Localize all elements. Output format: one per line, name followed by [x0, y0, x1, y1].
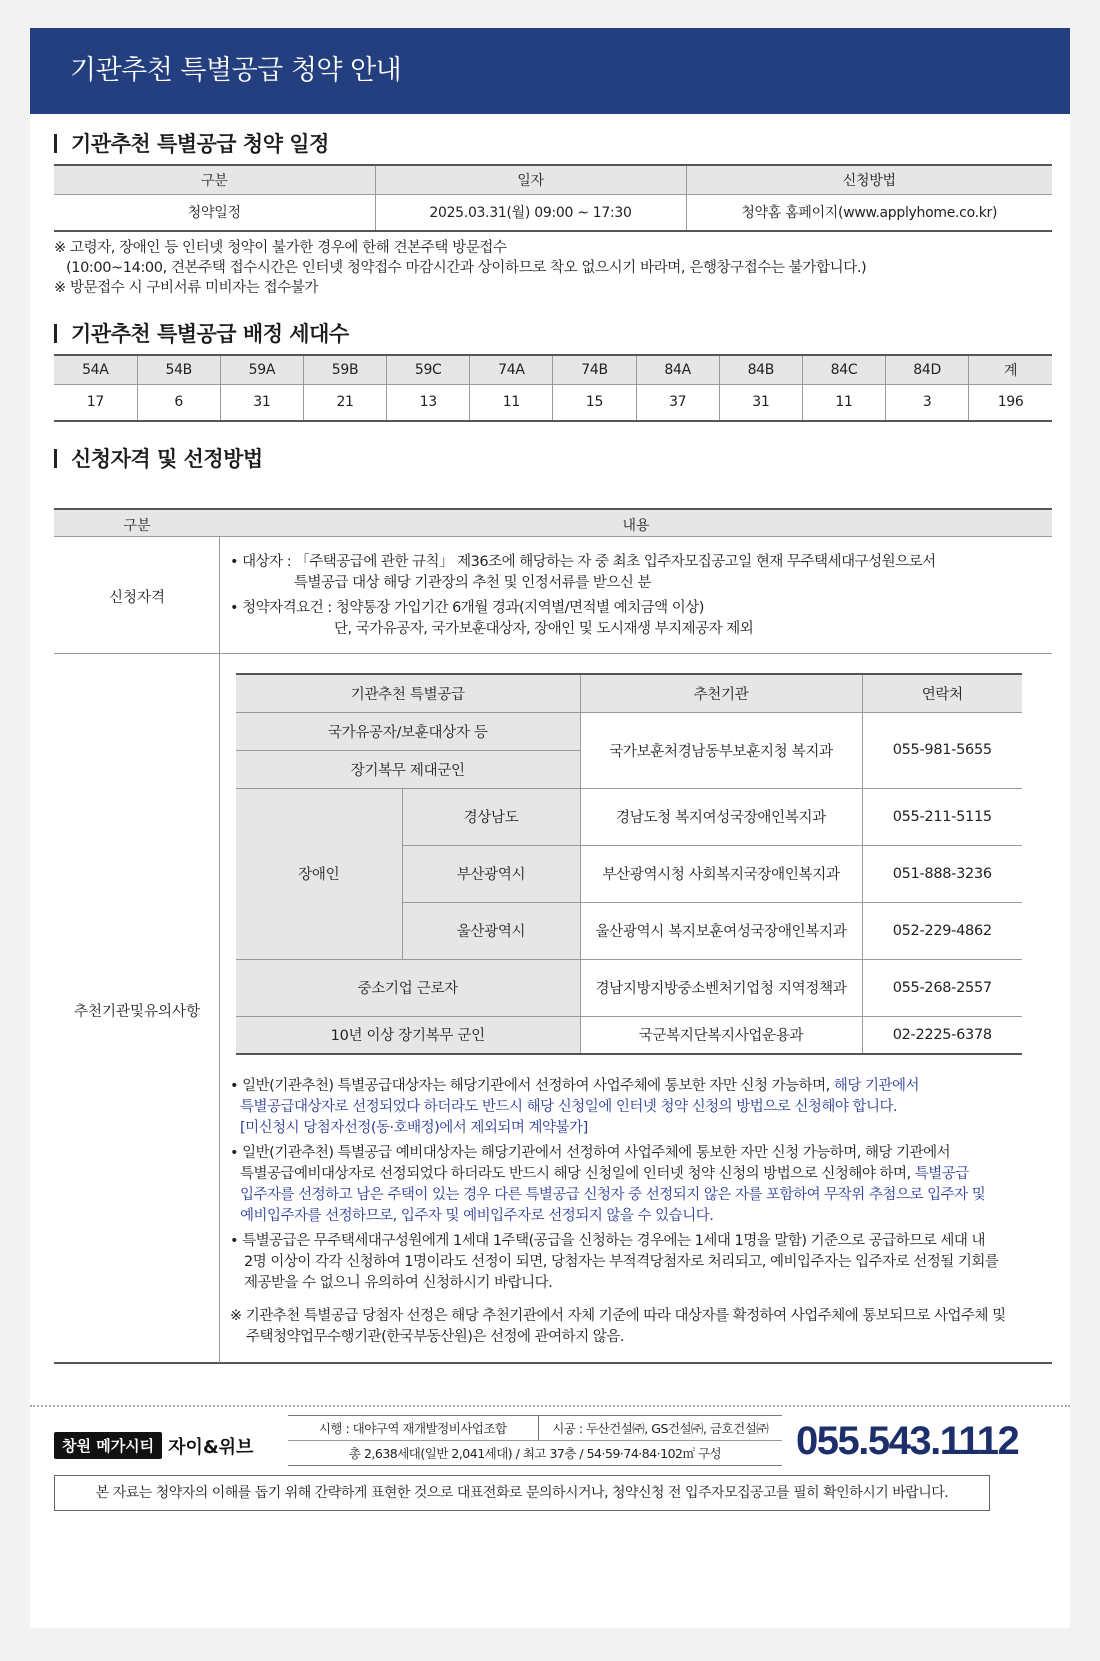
row-label-eligibility: 신청자격: [108, 590, 166, 606]
category-column: [54, 537, 220, 1363]
allocation-table: [54, 354, 1052, 422]
schedule-table: [54, 164, 1052, 232]
section-title-allocation: 기관추천 특별공급 배정 세대수: [54, 318, 349, 348]
agency-org: 국가보훈처경남동부보훈지청 복지과: [580, 712, 862, 788]
eligibility-target-line2: 특별공급 대상 해당 기관장의 추천 및 인정서류를 받으신 분: [294, 575, 652, 591]
agency-org: 울산광역시 복지보훈여성국장애인복지과: [580, 902, 862, 959]
note4-line2: 주택청약업무수행기관(한국부동산원)은 선정에 관여하지 않음.: [246, 1329, 624, 1345]
note1-line2: 특별공급대상자로 선정되었다 하더라도 반드시 해당 신청일에 인터넷 청약 신청의 방법으로 신청해야 합니다.: [240, 1099, 898, 1115]
agency-header-cell: 추천기관: [580, 674, 862, 712]
project-info-row: [288, 1416, 782, 1441]
agency-row: [236, 712, 1022, 750]
project-info-row: [288, 1441, 782, 1466]
agency-category: 10년 이상 장기복무 군인: [236, 1016, 580, 1054]
agency-category: 장기복무 제대군인: [236, 750, 580, 788]
allocation-type: 54B: [137, 355, 220, 384]
schedule-cell: 2025.03.31(월) 09:00 ~ 17:30: [375, 194, 686, 231]
allocation-count: 11: [802, 384, 885, 421]
note3-line3: 제공받을 수 없으니 유의하여 신청하시기 바랍니다.: [244, 1275, 553, 1291]
row-label-agencies: 추천기관및유의사항: [73, 1004, 201, 1020]
agency-row: [236, 959, 1022, 1016]
flyer-page: [30, 28, 1070, 1628]
allocation-count-row: [54, 384, 1052, 421]
note2-line2: 특별공급예비대상자로 선정되었다 하더라도 반드시 해당 신청일에 인터넷 청약 신청의 방법으로 신청해야 하며, 특별공급: [240, 1166, 969, 1182]
schedule-header-row: [54, 165, 1052, 194]
agency-org: 경남지방지방중소벤처기업청 지역정책과: [580, 959, 862, 1016]
allocation-count: 15: [553, 384, 636, 421]
note2-line4: 예비입주자를 선정하므로, 입주자 및 예비입주자로 선정되지 않을 수 있습니다.: [240, 1208, 714, 1224]
allocation-count: 17: [54, 384, 137, 421]
agency-region: 부산광역시: [402, 845, 580, 902]
allocation-type: 84C: [802, 355, 885, 384]
note1-line1: • 일반(기관추천) 특별공급대상자는 해당기관에서 선정하여 사업주체에 통보한 자만 신청 가능하며, 해당 기관에서: [230, 1078, 919, 1094]
note2-line1: • 일반(기관추천) 특별공급 예비대상자는 해당기관에서 선정하여 사업주체에 통보한 자만 신청 가능하며, 해당 기관에서: [230, 1145, 951, 1161]
row-divider: [54, 653, 1052, 654]
allocation-type: 84B: [719, 355, 802, 384]
eligibility-requirement-line1: • 청약자격요건 : 청약통장 가입기간 6개월 경과(지역별/면적별 예치금액 이상): [230, 600, 704, 616]
schedule-cell: 청약홈 홈페이지(www.applyhome.co.kr): [686, 194, 1052, 231]
section-bar: [54, 449, 57, 468]
agency-org: 국군복지단복지사업운용과: [580, 1016, 862, 1054]
schedule-header-cell: 신청방법: [686, 165, 1052, 194]
agency-tel: 055-981-5655: [862, 712, 1022, 788]
brand-tag: 창원 메가시티: [54, 1432, 162, 1459]
page-title: 기관추천 특별공급 청약 안내: [70, 55, 402, 86]
note4-line1: ※ 기관추천 특별공급 당첨자 선정은 해당 추천기관에서 자체 기준에 따라 대상자를 확정하여 사업주체에 통보되므로 사업주체 및: [230, 1308, 1006, 1324]
section-bar: [54, 324, 57, 343]
note1-line3: [미신청시 당첨자선정(동·호배정)에서 제외되며 계약불가]: [240, 1120, 588, 1136]
note3-line1: • 특별공급은 무주택세대구성원에게 1세대 1주택(공급을 신청하는 경우에는 1세대 1명을 말함) 기준으로 공급하므로 세대 내: [230, 1233, 986, 1249]
agency-org: 부산광역시청 사회복지국장애인복지과: [580, 845, 862, 902]
agency-tel: 055-268-2557: [862, 959, 1022, 1016]
schedule-header-cell: 일자: [375, 165, 686, 194]
allocation-count: 31: [220, 384, 303, 421]
note3-line2: 2명 이상이 각각 신청하여 1명이라도 선정이 되면, 당첨자는 부적격당첨자로 처리되고, 예비입주자는 입주자로 선정될 기회를: [244, 1254, 999, 1270]
allocation-type: 84D: [886, 355, 969, 384]
allocation-type: 74A: [470, 355, 553, 384]
schedule-notes: [54, 238, 866, 298]
schedule-row: [54, 194, 1052, 231]
agency-tel: 052-229-4862: [862, 902, 1022, 959]
allocation-count: 21: [303, 384, 386, 421]
builder-info: 시공 : 두산건설㈜, GS건설㈜, 금호건설㈜: [538, 1416, 782, 1441]
allocation-count: 37: [636, 384, 719, 421]
note2-line3: 입주자를 선정하고 남은 주택이 있는 경우 다른 특별공급 신청자 중 선정되지 않은 자를 포함하여 무작위 추첨으로 입주자 및: [240, 1187, 986, 1203]
allocation-count: 3: [886, 384, 969, 421]
allocation-count: 196: [969, 384, 1052, 421]
allocation-type: 계: [969, 355, 1052, 384]
allocation-type: 59C: [387, 355, 470, 384]
allocation-count: 31: [719, 384, 802, 421]
schedule-note: ※ 고령자, 장애인 등 인터넷 청약이 불가한 경우에 한해 견본주택 방문접수: [54, 240, 507, 256]
agency-tel: 055-211-5115: [862, 788, 1022, 845]
qualification-header-category: 구분: [123, 518, 151, 534]
agency-table: [236, 673, 1022, 1055]
allocation-header-row: [54, 355, 1052, 384]
schedule-note: (10:00~14:00, 견본주택 접수시간은 인터넷 청약접수 마감시간과 상이하므로 착오 없으시기 바라며, 은행창구접수는 불가합니다.): [66, 260, 867, 276]
agency-category: 중소기업 근로자: [236, 959, 580, 1016]
project-info-table: [288, 1415, 782, 1466]
brand-name: 자이&위브: [168, 1437, 254, 1458]
qualification-header-content: 내용: [622, 518, 650, 534]
eligibility-requirement-line2: 단, 국가유공자, 국가보훈대상자, 장애인 및 도시재생 부지제공자 제외: [334, 621, 754, 637]
agency-region: 울산광역시: [402, 902, 580, 959]
agency-header-cell: 연락처: [862, 674, 1022, 712]
agency-header-row: [236, 674, 1022, 712]
qualification-header-row: [54, 510, 1052, 537]
agency-row: [236, 1016, 1022, 1054]
section-title-qualification: 신청자격 및 선정방법: [54, 443, 263, 473]
section-bar: [54, 134, 57, 153]
allocation-count: 6: [137, 384, 220, 421]
agency-tel: 02-2225-6378: [862, 1016, 1022, 1054]
agency-tel: 051-888-3236: [862, 845, 1022, 902]
allocation-type: 74B: [553, 355, 636, 384]
agency-region: 경상남도: [402, 788, 580, 845]
contact-phone[interactable]: 055.543.1112: [796, 1419, 1019, 1463]
footer-divider: [30, 1405, 1070, 1407]
schedule-header-cell: 구분: [54, 165, 375, 194]
agency-org: 경남도청 복지여성국장애인복지과: [580, 788, 862, 845]
allocation-type: 59B: [303, 355, 386, 384]
schedule-note: ※ 방문접수 시 구비서류 미비자는 접수불가: [54, 280, 319, 296]
agency-row: [236, 788, 1022, 845]
scale-info: 총 2,638세대(일반 2,041세대) / 최고 37층 / 54·59·74·84·102㎡ 구성: [288, 1441, 782, 1466]
allocation-count: 11: [470, 384, 553, 421]
page-title-banner: [30, 28, 1070, 114]
disclaimer-box: 본 자료는 청약자의 이해를 돕기 위해 간략하게 표현한 것으로 대표전화로 문의하시거나, 청약신청 전 입주자모집공고를 필히 확인하시기 바랍니다.: [54, 1475, 990, 1511]
eligibility-target-line1: • 대상자 : 「주택공급에 관한 규칙」 제36조에 해당하는 자 중 최초 입주자모집공고일 현재 무주택세대구성원으로서: [230, 554, 936, 570]
agency-category: 장애인: [236, 788, 402, 959]
agency-category: 국가유공자/보훈대상자 등: [236, 712, 580, 750]
schedule-cell: 청약일정: [54, 194, 375, 231]
developer-info: 시행 : 대야구역 재개발정비사업조합: [288, 1416, 538, 1441]
brand-logo: [54, 1432, 253, 1462]
allocation-type: 54A: [54, 355, 137, 384]
section-title-schedule: 기관추천 특별공급 청약 일정: [54, 128, 329, 158]
allocation-type: 59A: [220, 355, 303, 384]
allocation-type: 84A: [636, 355, 719, 384]
allocation-count: 13: [387, 384, 470, 421]
agency-header-cell: 기관추천 특별공급: [236, 674, 580, 712]
